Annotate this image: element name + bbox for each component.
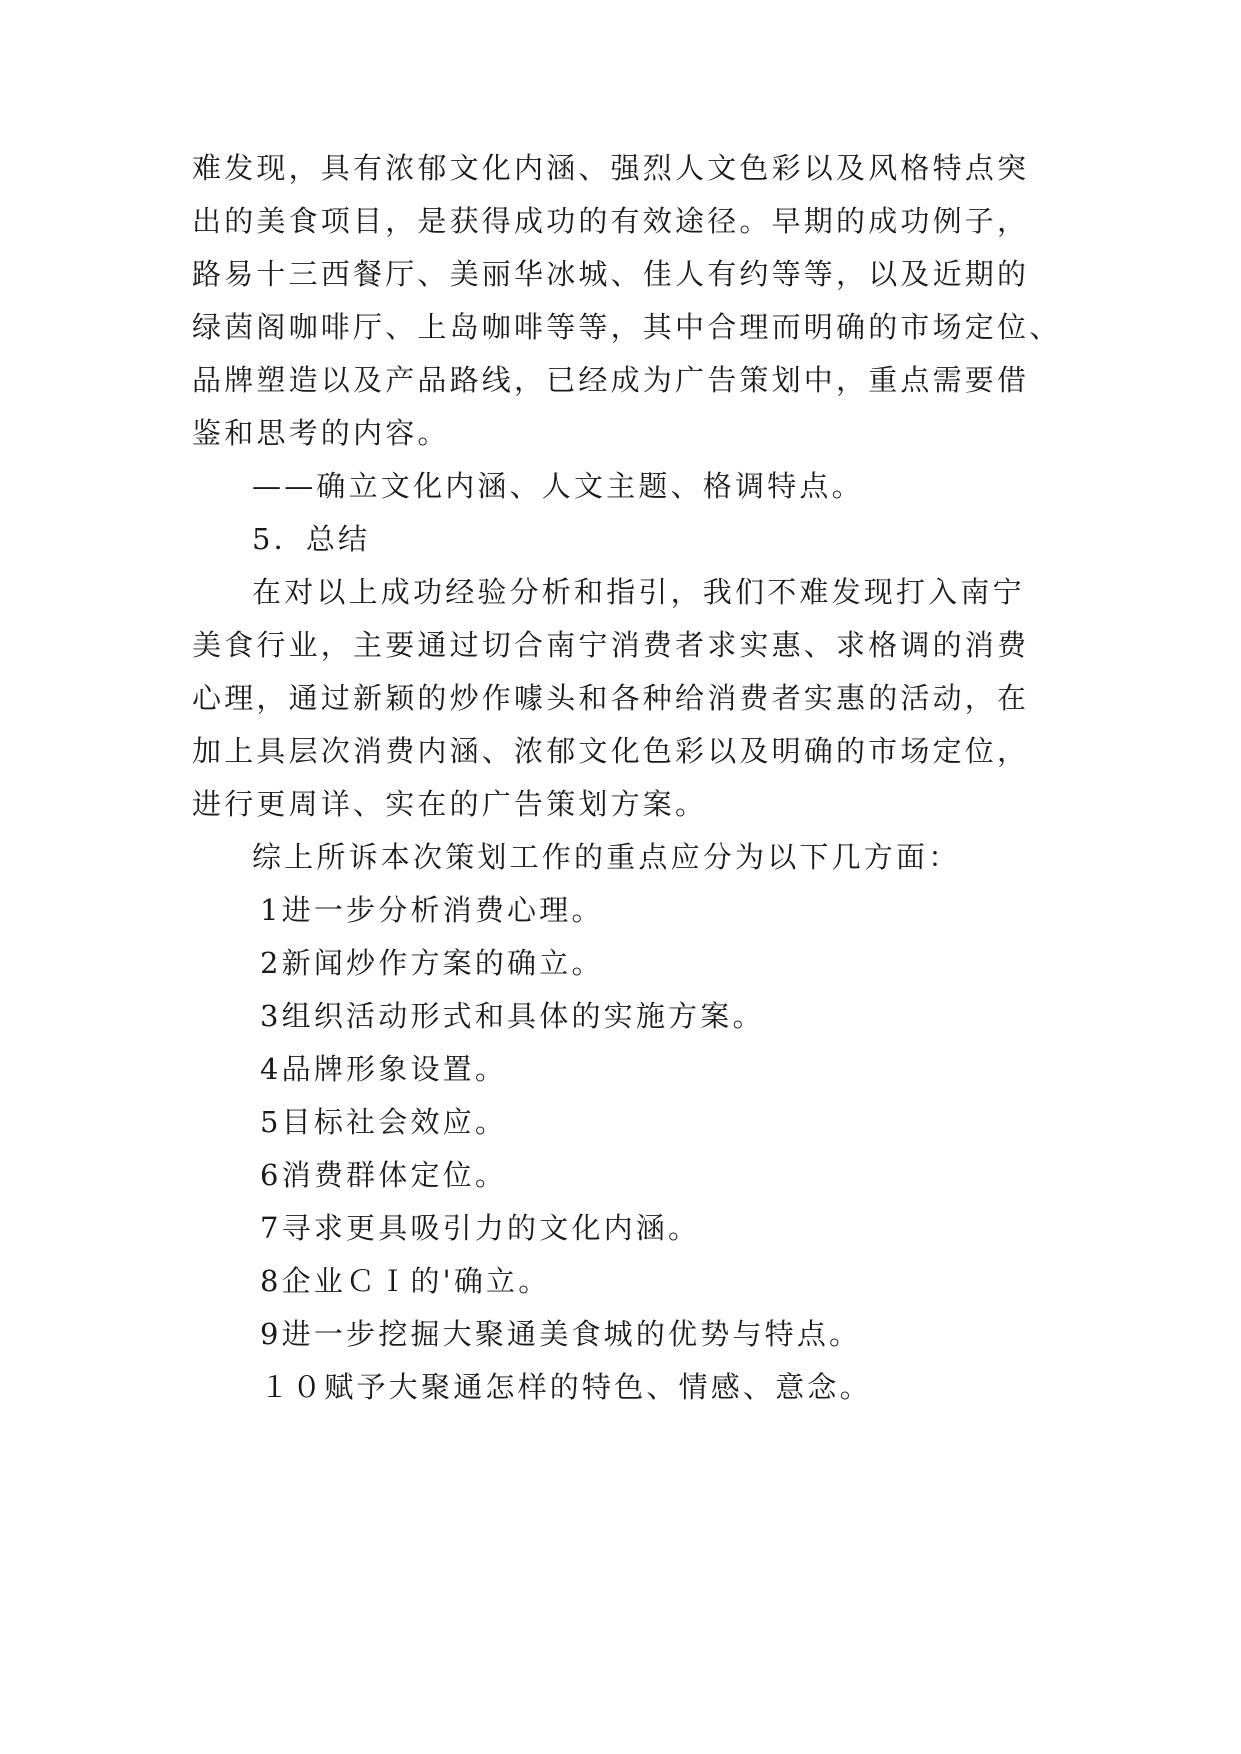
section-heading: 5．总结 [252,522,371,556]
intro-line: 综上所诉本次策划工作的重点应分为以下几方面： [252,840,961,874]
paragraph-1-line-5: 品牌塑造以及产品路线，已经成为广告策划中，重点需要借 [192,363,1030,397]
list-item: 4品牌形象设置。 [260,1052,508,1086]
list-item: 8企业ＣＩ的'确立。 [260,1264,551,1298]
paragraph-1-line-6: 鉴和思考的内容。 [192,416,450,450]
paragraph-1-line-1: 难发现，具有浓郁文化内涵、强烈人文色彩以及风格特点突 [192,151,1030,185]
paragraph-2-line-2: 美食行业，主要通过切合南宁消费者求实惠、求格调的消费 [192,628,1030,662]
paragraph-2-line-3: 心理，通过新颖的炒作噱头和各种给消费者实惠的活动，在 [192,681,1030,715]
paragraph-2-line-5: 进行更周详、实在的广告策划方案。 [192,787,708,821]
list-item: 7寻求更具吸引力的文化内涵。 [260,1211,701,1245]
list-item: 5目标社会效应。 [260,1105,508,1139]
paragraph-2-line-4: 加上具层次消费内涵、浓郁文化色彩以及明确的市场定位， [192,734,1030,768]
list-item: 3组织活动形式和具体的实施方案。 [260,999,765,1033]
list-item: １０赋予大聚通怎样的特色、情感、意念。 [260,1370,872,1404]
list-item: 9进一步挖掘大聚通美食城的优势与特点。 [260,1317,862,1351]
summary-line: ——确立文化内涵、人文主题、格调特点。 [252,469,864,503]
paragraph-2-line-1: 在对以上成功经验分析和指引，我们不难发现打入南宁 [252,575,1025,609]
list-item: 6消费群体定位。 [260,1158,508,1192]
list-item: 2新闻炒作方案的确立。 [260,946,604,980]
list-item: 1进一步分析消费心理。 [260,893,604,927]
paragraph-1-line-3: 路易十三西餐厅、美丽华冰城、佳人有约等等，以及近期的 [192,257,1030,291]
paragraph-1-line-2: 出的美食项目，是获得成功的有效途径。早期的成功例子， [192,204,1030,238]
paragraph-1-line-4: 绿茵阁咖啡厅、上岛咖啡等等，其中合理而明确的市场定位、 [192,310,1062,344]
